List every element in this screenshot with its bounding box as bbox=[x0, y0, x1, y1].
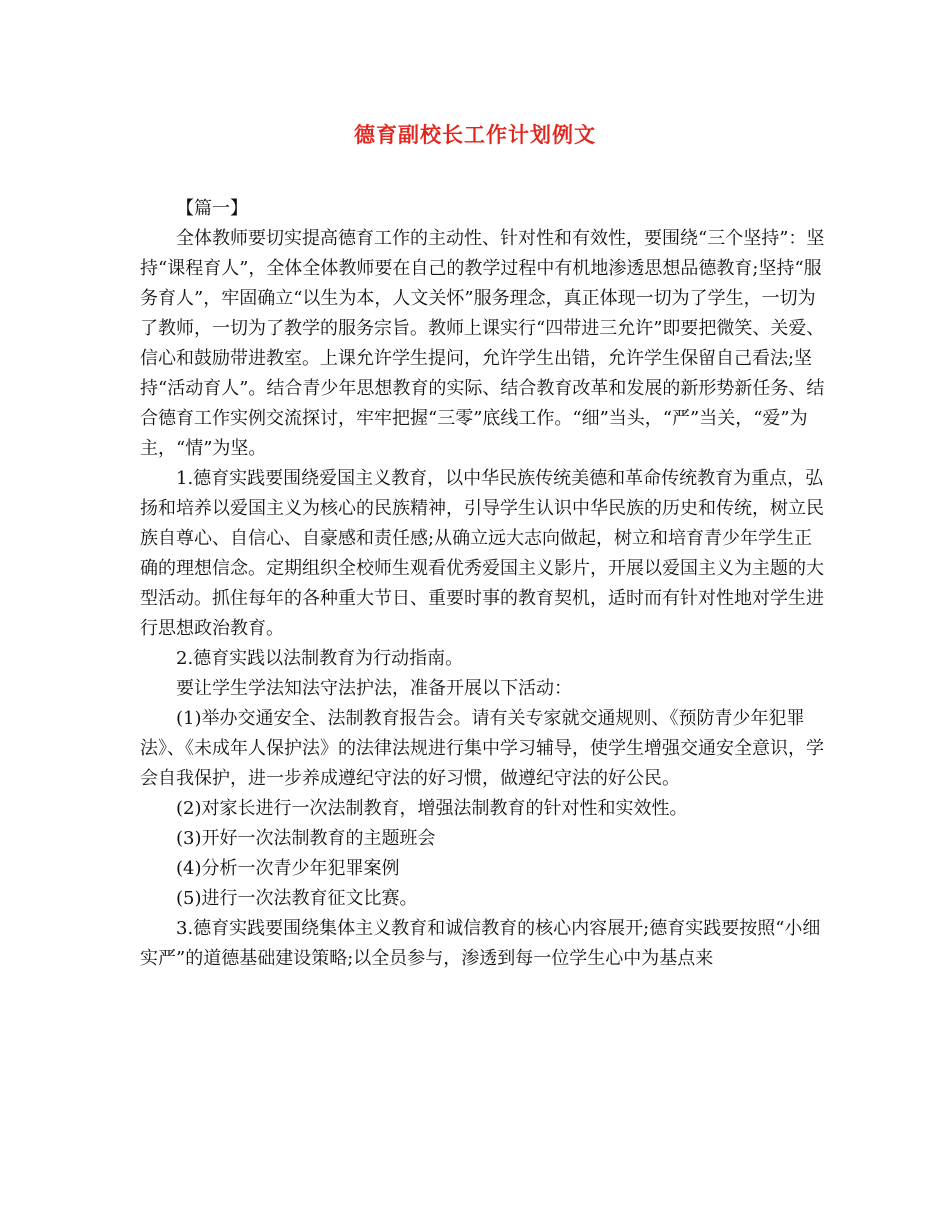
paragraph-item-3: 3.德育实践要围绕集体主义教育和诚信教育的核心内容展开;德育实践要按照“小细实严”的道德基础建设策略;以全员参与，渗透到每一位学生心中为基点来 bbox=[140, 918, 821, 969]
paragraph-subitem-5: (5)进行一次法教育征文比赛。 bbox=[176, 888, 418, 909]
paragraph-item-2: 2.德育实践以法制教育为行动指南。 bbox=[176, 648, 464, 669]
paragraph-subitem-4: (4)分析一次青少年犯罪案例 bbox=[176, 858, 400, 879]
paragraph-item-2-intro: 要让学生学法知法守法护法，准备开展以下活动： bbox=[176, 678, 572, 699]
paragraph-item-1: 1.德育实践要围绕爱国主义教育，以中华民族传统美德和革命传统教育为重点，弘扬和培养以爱国主义为核心的民族精神，引导学生认识中华民族的历史和传统，树立民族自尊心、自信心、自豪感和责任感;从确立远大志向做起，树立和培育青少年学生正确的理想信念。定期组织全校师生观看优秀爱国主义影片，开展以爱国主义为主题的大型活动。抓住每年的各种重大节日、重要时事的教育契机，适时而有针对性地对学生进行思想政治教育。 bbox=[140, 468, 824, 639]
paragraph-subitem-2: (2)对家长进行一次法制教育，增强法制教育的针对性和实效性。 bbox=[176, 798, 688, 819]
document-body bbox=[140, 194, 830, 974]
document-title: 德育副校长工作计划例文 bbox=[354, 122, 596, 147]
paragraph-subitem-1: (1)举办交通安全、法制教育报告会。请有关专家就交通规则、《预防青少年犯罪法》、《未成年人保护法》的法律法规进行集中学习辅导，使学生增强交通安全意识，学会自我保护，进一步养成遵纪守法的好习惯，做遵纪守法的好公民。 bbox=[140, 708, 824, 789]
paragraph-intro: 全体教师要切实提高德育工作的主动性、针对性和有效性，要围绕“三个坚持”：坚持“课程育人”，全体全体教师要在自己的教学过程中有机地渗透思想品德教育;坚持“服务育人”，牢固确立“以生为本，人文关怀”服务理念，真正体现一切为了学生，一切为了教师，一切为了教学的服务宗旨。教师上课实行“四带进三允许”即要把微笑、关爱、信心和鼓励带进教室。上课允许学生提问，允许学生出错，允许学生保留自己看法;坚持“活动育人”。结合青少年思想教育的实际、结合教育改革和发展的新形势新任务、结合德育工作实例交流探讨，牢牢把握“三零”底线工作。“细”当头，“严”当关，“爱”为主，“情”为坚。 bbox=[140, 228, 825, 459]
paragraph-subitem-3: (3)开好一次法制教育的主题班会 bbox=[176, 828, 436, 849]
section-label: 【篇一】 bbox=[176, 198, 248, 219]
